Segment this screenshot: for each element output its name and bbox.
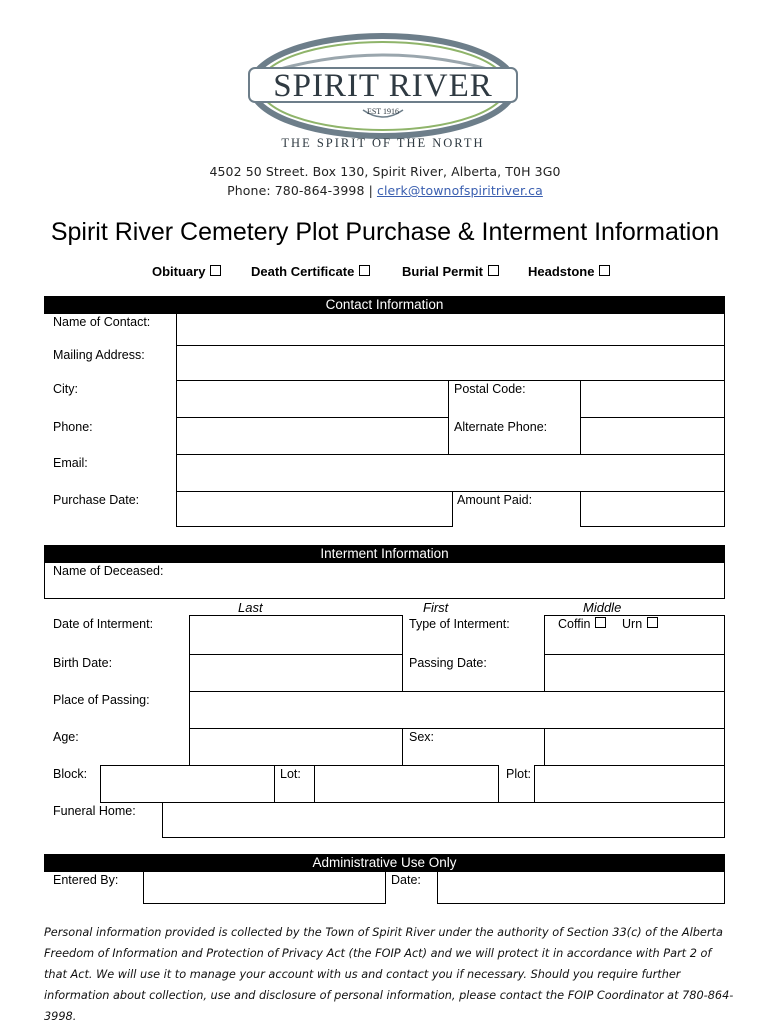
admin-date-field[interactable] xyxy=(437,871,725,904)
first-name-caption: First xyxy=(423,600,449,615)
logo-est: EST 1916 xyxy=(366,107,400,116)
death-certificate-check[interactable]: Death Certificate xyxy=(251,264,370,279)
entered-by-label: Entered By: xyxy=(53,873,119,887)
email-field[interactable] xyxy=(176,454,725,492)
email-link[interactable]: clerk@townofspiritriver.ca xyxy=(376,183,543,198)
entered-by-field[interactable] xyxy=(143,871,386,904)
funeral-home-label: Funeral Home: xyxy=(53,804,136,818)
admin-date-label: Date: xyxy=(391,873,421,887)
birth-date-field[interactable] xyxy=(189,654,403,692)
block-field[interactable] xyxy=(100,765,275,803)
last-name-caption: Last xyxy=(238,600,263,615)
sex-field[interactable] xyxy=(544,728,725,766)
postal-code-label: Postal Code: xyxy=(454,382,526,396)
place-of-passing-field[interactable] xyxy=(189,691,725,729)
phone-label: Phone: xyxy=(53,420,93,434)
alternate-phone-label: Alternate Phone: xyxy=(454,420,548,434)
logo-wordmark: SPIRIT RIVER xyxy=(273,68,493,104)
obituary-check[interactable]: Obituary xyxy=(152,264,221,279)
logo-tagline: THE SPIRIT OF THE NORTH xyxy=(281,136,485,150)
name-of-contact-field[interactable] xyxy=(176,313,725,346)
date-of-interment-field[interactable] xyxy=(189,615,403,655)
name-of-deceased-label: Name of Deceased: xyxy=(53,564,164,578)
admin-section-header: Administrative Use Only xyxy=(44,854,725,872)
contact-line xyxy=(0,183,770,198)
checkbox-icon xyxy=(595,617,606,628)
amount-paid-label: Amount Paid: xyxy=(457,493,533,507)
checkbox-icon xyxy=(647,617,658,628)
urn-check[interactable]: Urn xyxy=(622,617,658,631)
amount-paid-field[interactable] xyxy=(580,491,725,527)
email-label: Email: xyxy=(53,456,88,470)
age-label: Age: xyxy=(53,730,79,744)
coffin-check[interactable]: Coffin xyxy=(558,617,606,631)
checkbox-icon xyxy=(359,265,370,276)
interment-section-header: Interment Information xyxy=(44,545,725,563)
spirit-river-logo xyxy=(243,28,523,154)
postal-code-field[interactable] xyxy=(580,380,725,418)
mailing-address-label: Mailing Address: xyxy=(53,348,145,362)
city-label: City: xyxy=(53,382,78,396)
sex-label: Sex: xyxy=(409,730,435,744)
form-title: Spirit River Cemetery Plot Purchase & Interment Information xyxy=(50,218,720,246)
name-of-contact-label: Name of Contact: xyxy=(53,315,151,329)
checkbox-icon xyxy=(599,265,610,276)
middle-name-caption: Middle xyxy=(583,600,622,615)
alternate-phone-field[interactable] xyxy=(580,417,725,455)
plot-label: Plot: xyxy=(506,767,532,781)
checkbox-icon xyxy=(210,265,221,276)
birth-date-label: Birth Date: xyxy=(53,656,113,670)
funeral-home-field[interactable] xyxy=(162,802,725,838)
block-label: Block: xyxy=(53,767,88,781)
age-field[interactable] xyxy=(189,728,403,766)
lot-field[interactable] xyxy=(314,765,499,803)
plot-field[interactable] xyxy=(534,765,725,803)
passing-date-field[interactable] xyxy=(544,654,725,692)
lot-label: Lot: xyxy=(280,767,301,781)
checkbox-icon xyxy=(488,265,499,276)
purchase-date-field[interactable] xyxy=(176,491,453,527)
name-of-deceased-field[interactable] xyxy=(44,562,725,599)
purchase-date-label: Purchase Date: xyxy=(53,493,140,507)
passing-date-label: Passing Date: xyxy=(409,656,487,670)
privacy-notice: Personal information provided is collected by the Town of Spirit River under the authority of Section 33(c) of the Alberta Freedom of Information and Protection of Privacy Act (the FOIP Act) and we will protect it in accordance with Part 2 of that Act. We will use it to manage your account with us and contact you if necessary. Should you require further information about collection, use and disclosure of personal information, please contact the FOIP Coordinator at 780-864-3998. xyxy=(44,926,734,1023)
date-of-interment-label: Date of Interment: xyxy=(53,617,154,631)
contact-section-header: Contact Information xyxy=(44,296,725,314)
place-of-passing-label: Place of Passing: xyxy=(53,693,150,707)
mailing-address-field[interactable] xyxy=(176,345,725,381)
burial-permit-check[interactable]: Burial Permit xyxy=(402,264,499,279)
headstone-check[interactable]: Headstone xyxy=(528,264,610,279)
address-line: 4502 50 Street. Box 130, Spirit River, Alberta, T0H 3G0 xyxy=(209,164,561,179)
type-of-interment-label: Type of Interment: xyxy=(409,617,510,631)
phone-text: Phone: 780-864-3998 | xyxy=(227,183,377,198)
phone-field[interactable] xyxy=(176,417,449,455)
city-field[interactable] xyxy=(176,380,449,418)
